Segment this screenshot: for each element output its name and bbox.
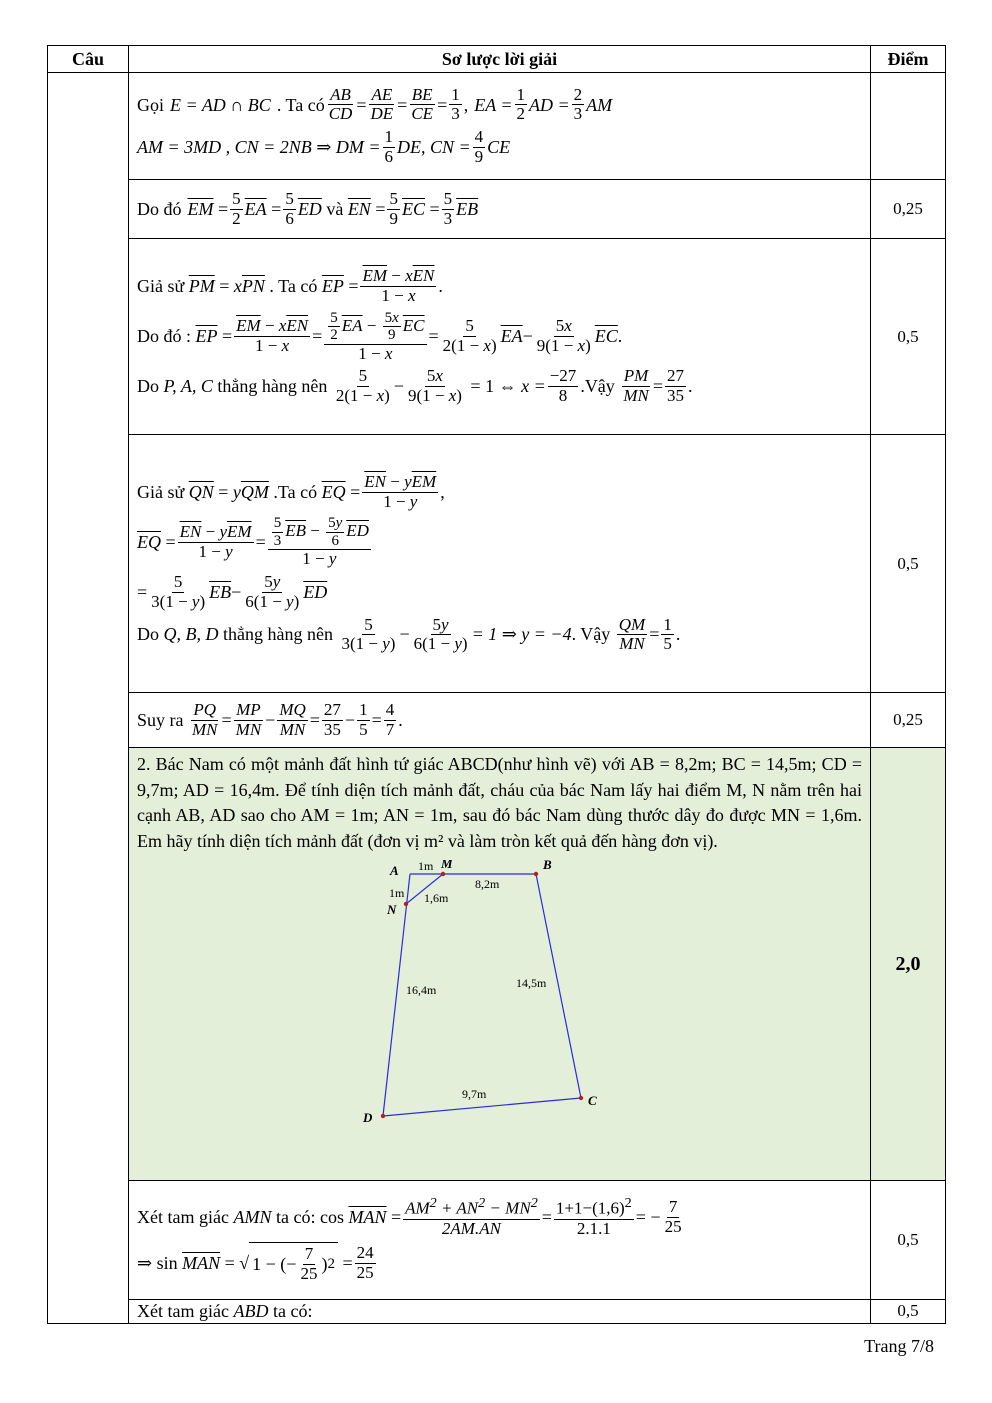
label-d: D [362,1110,372,1126]
math: ABD [233,1301,269,1321]
text: Xét tam giác [137,1207,229,1228]
fraction: $\frac{4}{9}$ [474,127,484,166]
score-cell [871,73,946,180]
point-d [380,1114,384,1118]
solution-cell [129,180,871,239]
math: EA = [474,94,513,115]
problem-cell [129,748,871,1181]
point-c [578,1096,582,1100]
score-cell: 0,25 [871,693,946,748]
text: .Vậy [580,376,615,397]
fraction: $\frac{BE}{CE}$ [411,84,434,124]
table-row [48,180,946,239]
table-row [48,239,946,435]
quadrilateral-diagram [350,860,650,1130]
label-m: M [440,860,453,872]
formula-line: $\overline{EQ}$ = $\frac{\overline{EN} - y\overline{EM}}{1 - y}$ = $\frac{5}{3}$ $\overline{EB}$ − $\frac{5y}{6}$ $\overline{ED}$ 1 − y [137,515,369,569]
fraction: $\frac{AE}{DE}$ [370,84,394,124]
text: thẳng hàng nên [217,376,328,397]
text: Gọi [137,94,164,115]
formula-line: = $\frac{5}{3(1 - y)}$ $\overline{EB}$ − $\frac{5y}{6(1 - y)}$ $\overline{ED}$ [137,572,328,611]
table-row [48,1300,946,1324]
formula-line [137,128,862,166]
table-row [48,693,946,748]
text: Do đó : [137,326,191,347]
text: Giả sử [137,482,185,503]
text: Do [137,624,159,645]
fraction: $\frac{AB}{CD}$ [328,84,353,124]
text: Do đó [137,198,182,219]
solution-cell [129,239,871,435]
text: Xét tam giác [137,1301,229,1321]
score-cell: 0,5 [871,435,946,693]
math: ⇔ x = [498,376,546,397]
math: DE, CN = [397,136,471,157]
text: . Ta có [269,276,318,297]
formula-line: Giả sử $\overline{PM}$ = x $\overline{PN}$ . Ta có $\overline{EP}$ = $\frac{\overline{EM} - x\overline{EN}}{1 - x}$ . [137,266,443,305]
label-a: A [389,863,399,879]
label-am: 1m [417,860,433,874]
cau-cell [48,73,129,1324]
text: Giả sử [137,276,185,297]
label-ad: 16,4m [405,983,436,998]
label-b: B [542,860,552,873]
fraction: $\frac{1}{6}$ [384,127,394,166]
solution-table [47,45,946,1324]
label-mb: 8,2m [474,877,499,892]
score-cell: 2,0 [871,748,946,1181]
formula-line: Giả sử $\overline{QN}$ = y $\overline{QM}$ .Ta có $\overline{EQ}$ = $\frac{\overline{EN} - y\overline{EM}}{1 - y}$ , [137,472,445,511]
problem-text: 2. Bác Nam có một mảnh đất hình tứ giác ABCD(như hình vẽ) với AB = 8,2m; BC = 14,5m; CD = 9,7m; AD = 16,4m. Để tính diện tích mảnh đất, cháu của bác Nam lấy hai điểm M, N nằm trên hai cạnh AB, AD sao cho AM = 1m; AN = 1m, sau đó bác Nam dùng thước dây đo được MN = 1,6m. Em hãy tính diện tích mảnh đất (đơn vị m² và làm tròn kết quả đến hàng đơn vị). [137,754,862,851]
text: thẳng hàng nên [223,624,333,645]
solution-cell [129,1300,871,1324]
math: AMN [233,1207,272,1228]
header-diem: Điểm [871,46,946,73]
text: .Ta có [273,482,318,503]
math: = 1 ⇒ y = −4 [471,624,572,645]
table-row [48,73,946,180]
answer-page [47,45,945,1324]
label-n: N [386,902,396,918]
label-c: C [587,1093,597,1109]
score-cell: 0,5 [871,1300,946,1324]
header-loi-giai: Sơ lược lời giải [129,46,871,73]
label-dc: 9,7m [461,1087,486,1102]
math: CE [487,136,511,157]
text: . Vậy [571,624,611,645]
score-cell: 0,25 [871,180,946,239]
text: Suy ra [137,709,184,730]
solution-cell [129,693,871,748]
point-m [440,872,444,876]
point-n [403,902,407,906]
header-cau: Câu [48,46,129,73]
solution-cell [129,435,871,693]
label-an: 1m [388,886,404,901]
formula-line: Suy ra $\frac{PQ}{MN}$ = $\frac{MP}{MN}$ − $\frac{MQ}{MN}$ = $\frac{27}{35}$ − $\frac{1}{5}$ = $\frac{4}{7}$ . [137,699,403,739]
math: AM = 3MD , CN = 2NB ⇒ DM = [137,136,381,157]
table-row [48,435,946,693]
point-b [533,872,537,876]
text: ta có: [272,1301,313,1321]
score-cell: 0,5 [871,1181,946,1300]
label-bc: 14,5m [515,976,546,991]
text: . Ta có [276,94,325,115]
math: Q, B, D [163,624,219,645]
formula-line: Xét tam giác AMN ta có: cos $\overline{MAN}$ = $\frac{AM^2 + AN^2 - MN^2}{2AM.AN}$ = $\frac{1+1-(1,6)^2}{2.1.1}$ = − $\frac{7}{25}$ [137,1195,682,1238]
formula-line: ⇒ sin $\overline{MAN}$ = √ 1 − (− $\frac{7}{25}$ ) 2 = $\frac{24}{25}$ [137,1242,374,1284]
formula-line: Do Q, B, D thẳng hàng nên $\frac{5}{3(1 - y)}$ − $\frac{5y}{6(1 - y)}$ = 1 ⇒ y = −4 . Vậy $\frac{QM}{MN}$ = $\frac{1}{5}$ . [137,614,681,654]
text: Do [137,376,159,397]
math: AD = [529,94,570,115]
solution-cell [129,1181,871,1300]
page-number: Trang 7/8 [864,1336,934,1356]
math: E = AD ∩ BC [170,94,271,115]
math: P, A, C [163,376,213,397]
formula-line: Do P, A, C thẳng hàng nên $\frac{5}{2(1 - x)}$ − $\frac{5x}{9(1 - x)}$ = 1 ⇔ x = $\frac{-27}{8}$ .Vậy $\frac{PM}{MN}$ = $\frac{27}{35}$ . [137,366,693,406]
table-row [48,1181,946,1300]
formula-line: Do đó : $\overline{EP}$ = $\frac{\overline{EM} - x\overline{EN}}{1 - x}$ = $\frac{5}{2}$ $\overline{EA}$ − $\frac{5x}{9}$ $\overline{EC}$ 1 − x = $\frac{5}{2(1 - x)}$ $\overline{EA}$ − $\frac{5x}{9(1 - x)}$ $\overline{EC}$ . [137,309,623,363]
fraction: $\frac{2}{3}$ [573,84,583,124]
fraction: $\frac{1}{2}$ [516,84,526,124]
label-mn: 1,6m [423,891,448,906]
fraction: $\frac{1}{3}$ [451,84,460,124]
text: ta có: [275,1207,316,1228]
formula-line: Do đó $\overline{EM}$ = $\frac{5}{2}$ $\overline{EA}$ = $\frac{5}{6}$ $\overline{ED}$ và $\overline{EN}$ = $\frac{5}{9}$ $\overline{EC}$ = $\frac{5}{3}$ $\overline{EB}$ [137,188,479,228]
math: AM [586,94,613,115]
solution-cell [129,73,871,180]
formula-line: Gọi E = AD ∩ BC . Ta có $\frac{AB}{CD}$ = $\frac{AE}{DE}$ = $\frac{BE}{CE}$ = $\frac{1}{3}$ , EA = $\frac{1}{2}$ AD = $\frac{2}{3}$ AM [137,84,613,124]
score-cell: 0,5 [871,239,946,435]
table-row [48,748,946,1181]
table-header-row [48,46,946,73]
